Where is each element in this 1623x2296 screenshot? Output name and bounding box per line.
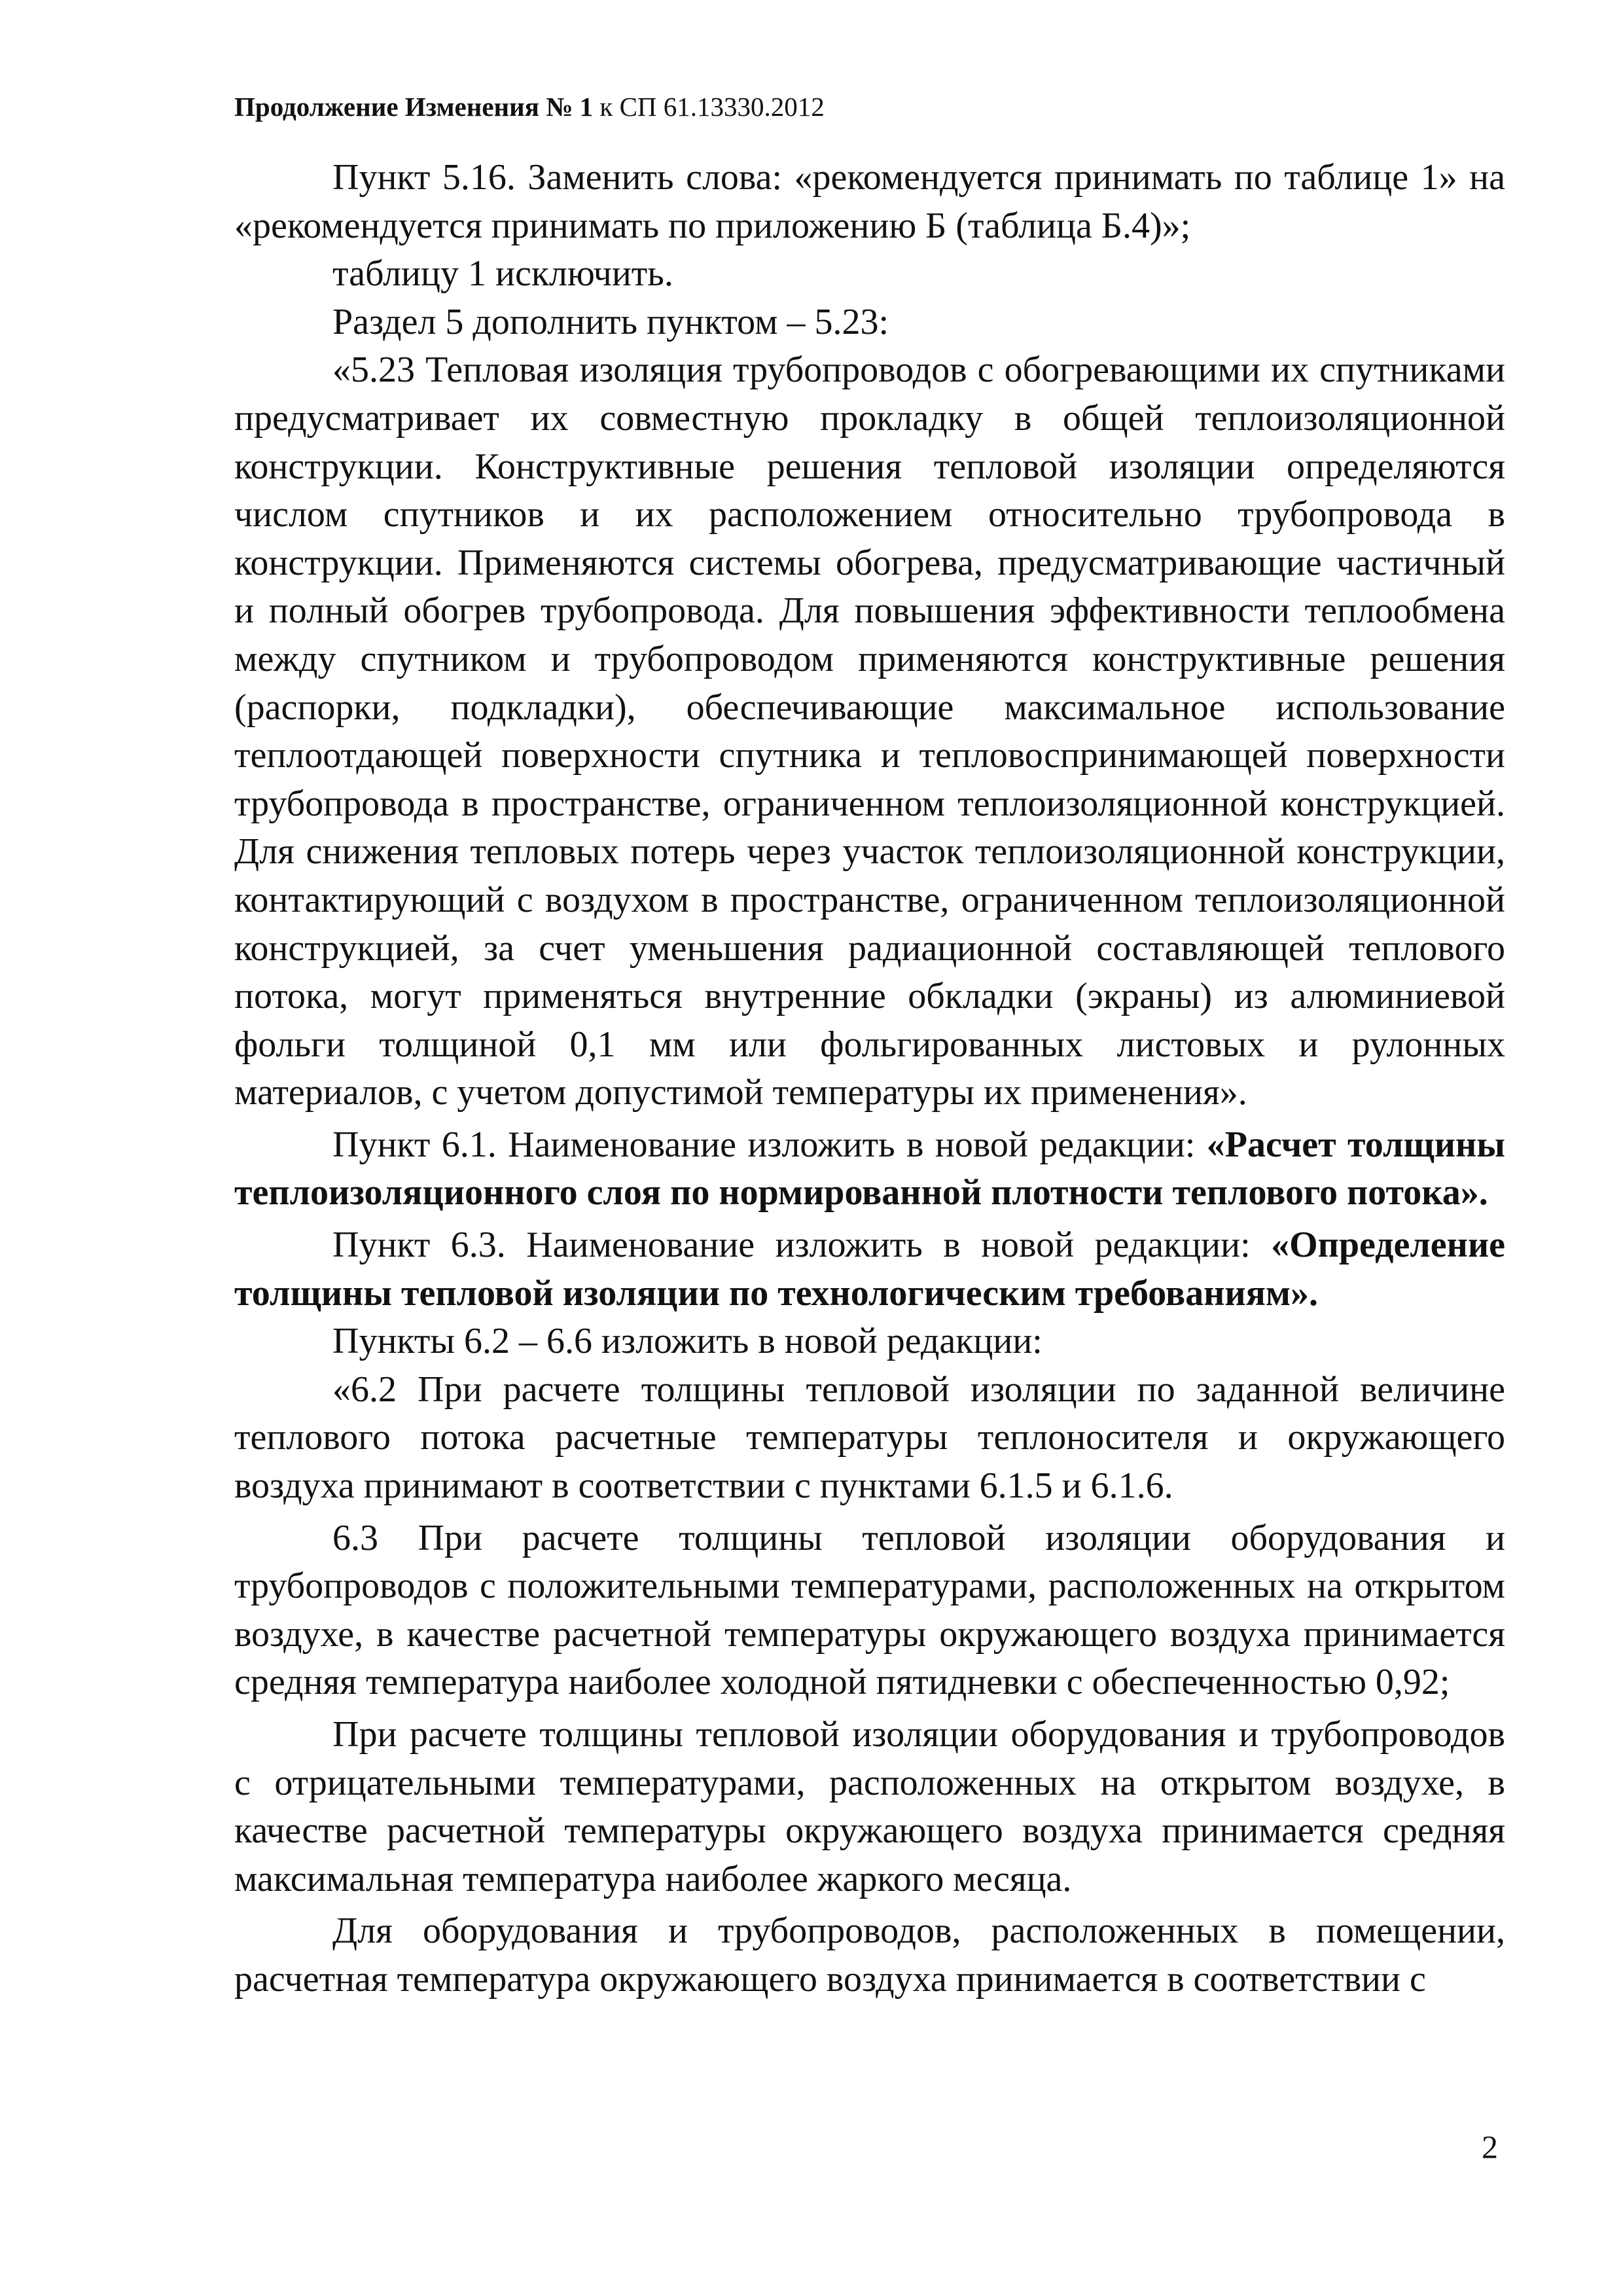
paragraph-6-1 xyxy=(234,1121,1505,1217)
page-number: 2 xyxy=(1482,2128,1498,2165)
header-document-ref: к СП 61.13330.2012 xyxy=(593,92,825,122)
paragraph-negative-temperatures: При расчете толщины тепловой изоляции оборудования и трубопроводов с отрицательными температурами, расположенных на открытом воздухе, в качестве расчетной температуры окружающего воздуха принимается средняя максимальная температура наиболее жаркого месяца. xyxy=(234,1714,1505,1899)
paragraph-section-5-add: Раздел 5 дополнить пунктом – 5.23: xyxy=(332,301,889,342)
paragraph-6-2-6-6: Пункты 6.2 – 6.6 изложить в новой редакции: xyxy=(332,1321,1043,1362)
paragraph-6-3: 6.3 При расчете толщины тепловой изоляции оборудования и трубопроводов с положительными температурами, расположенных на открытом воздухе, в качестве расчетной температуры окружающего воздуха принимается средняя температура наиболее холодной пятидневки с обеспеченностью 0,92; xyxy=(234,1517,1505,1703)
paragraph-table-exclude: таблицу 1 исключить. xyxy=(332,253,673,295)
paragraph-6-1-title: «Расчет толщины теплоизоляционного слоя по нормированной плотности теплового потока». xyxy=(234,1124,1505,1213)
paragraph-5-23: «5.23 Тепловая изоляция трубопроводов с обогревающими их спутниками предусматривает их совместную прокладку в общей теплоизоляционной конструкции. Конструктивные решения тепловой изоляции определяются числом спутников и их расположением относительно трубопровода в конструкции. Применяются системы обогрева, предусматривающие частичный и полный обогрев трубопровода. Для повышения эффективности теплообмена между спутником и трубопроводом применяются конструктивные решения (распорки, подкладки), обеспечивающие максимальное использование теплоотдающей поверхности спутника и тепловоспринимающей поверхности трубопровода в пространстве, ограниченном теплоизоляционной конструкцией. Для снижения тепловых потерь через участок теплоизоляционной конструкции, контактирующий с воздухом в пространстве, ограниченном теплоизоляционной конструкцией, за счет уменьшения радиационной составляющей теплового потока, могут применяться внутренние обкладки (экраны) из алюминиевой фольги толщиной 0,1 мм или фольгированных листовых и рулонных материалов, с учетом допустимой температуры их применения». xyxy=(234,350,1505,1113)
paragraph-5-16: Пункт 5.16. Заменить слова: «рекомендуется принимать по таблице 1» на «рекомендуется принимать по приложению Б (таблица Б.4)»; xyxy=(234,157,1505,246)
paragraph-6-2: «6.2 При расчете толщины тепловой изоляции по заданной величине теплового потока расчетные температуры теплоносителя и окружающего воздуха принимают в соответствии с пунктами 6.1.5 и 6.1.6. xyxy=(234,1369,1505,1507)
paragraph-6-3-title xyxy=(234,1221,1505,1318)
paragraph-indoor-equipment: Для оборудования и трубопроводов, расположенных в помещении, расчетная температура окружающего воздуха принимается в соответствии с xyxy=(234,1910,1505,2000)
document-body xyxy=(234,154,1505,2004)
running-header xyxy=(234,88,1530,125)
header-label: Продолжение Изменения № 1 xyxy=(234,92,594,122)
paragraph-6-3-bold-title: «Определение толщины тепловой изоляции по технологическим требованиям». xyxy=(234,1225,1505,1314)
paragraph-6-3-text: Пункт 6.3. Наименование изложить в новой редакции: xyxy=(332,1225,1272,1266)
paragraph-6-1-text: Пункт 6.1. Наименование изложить в новой редакции: xyxy=(332,1124,1207,1165)
